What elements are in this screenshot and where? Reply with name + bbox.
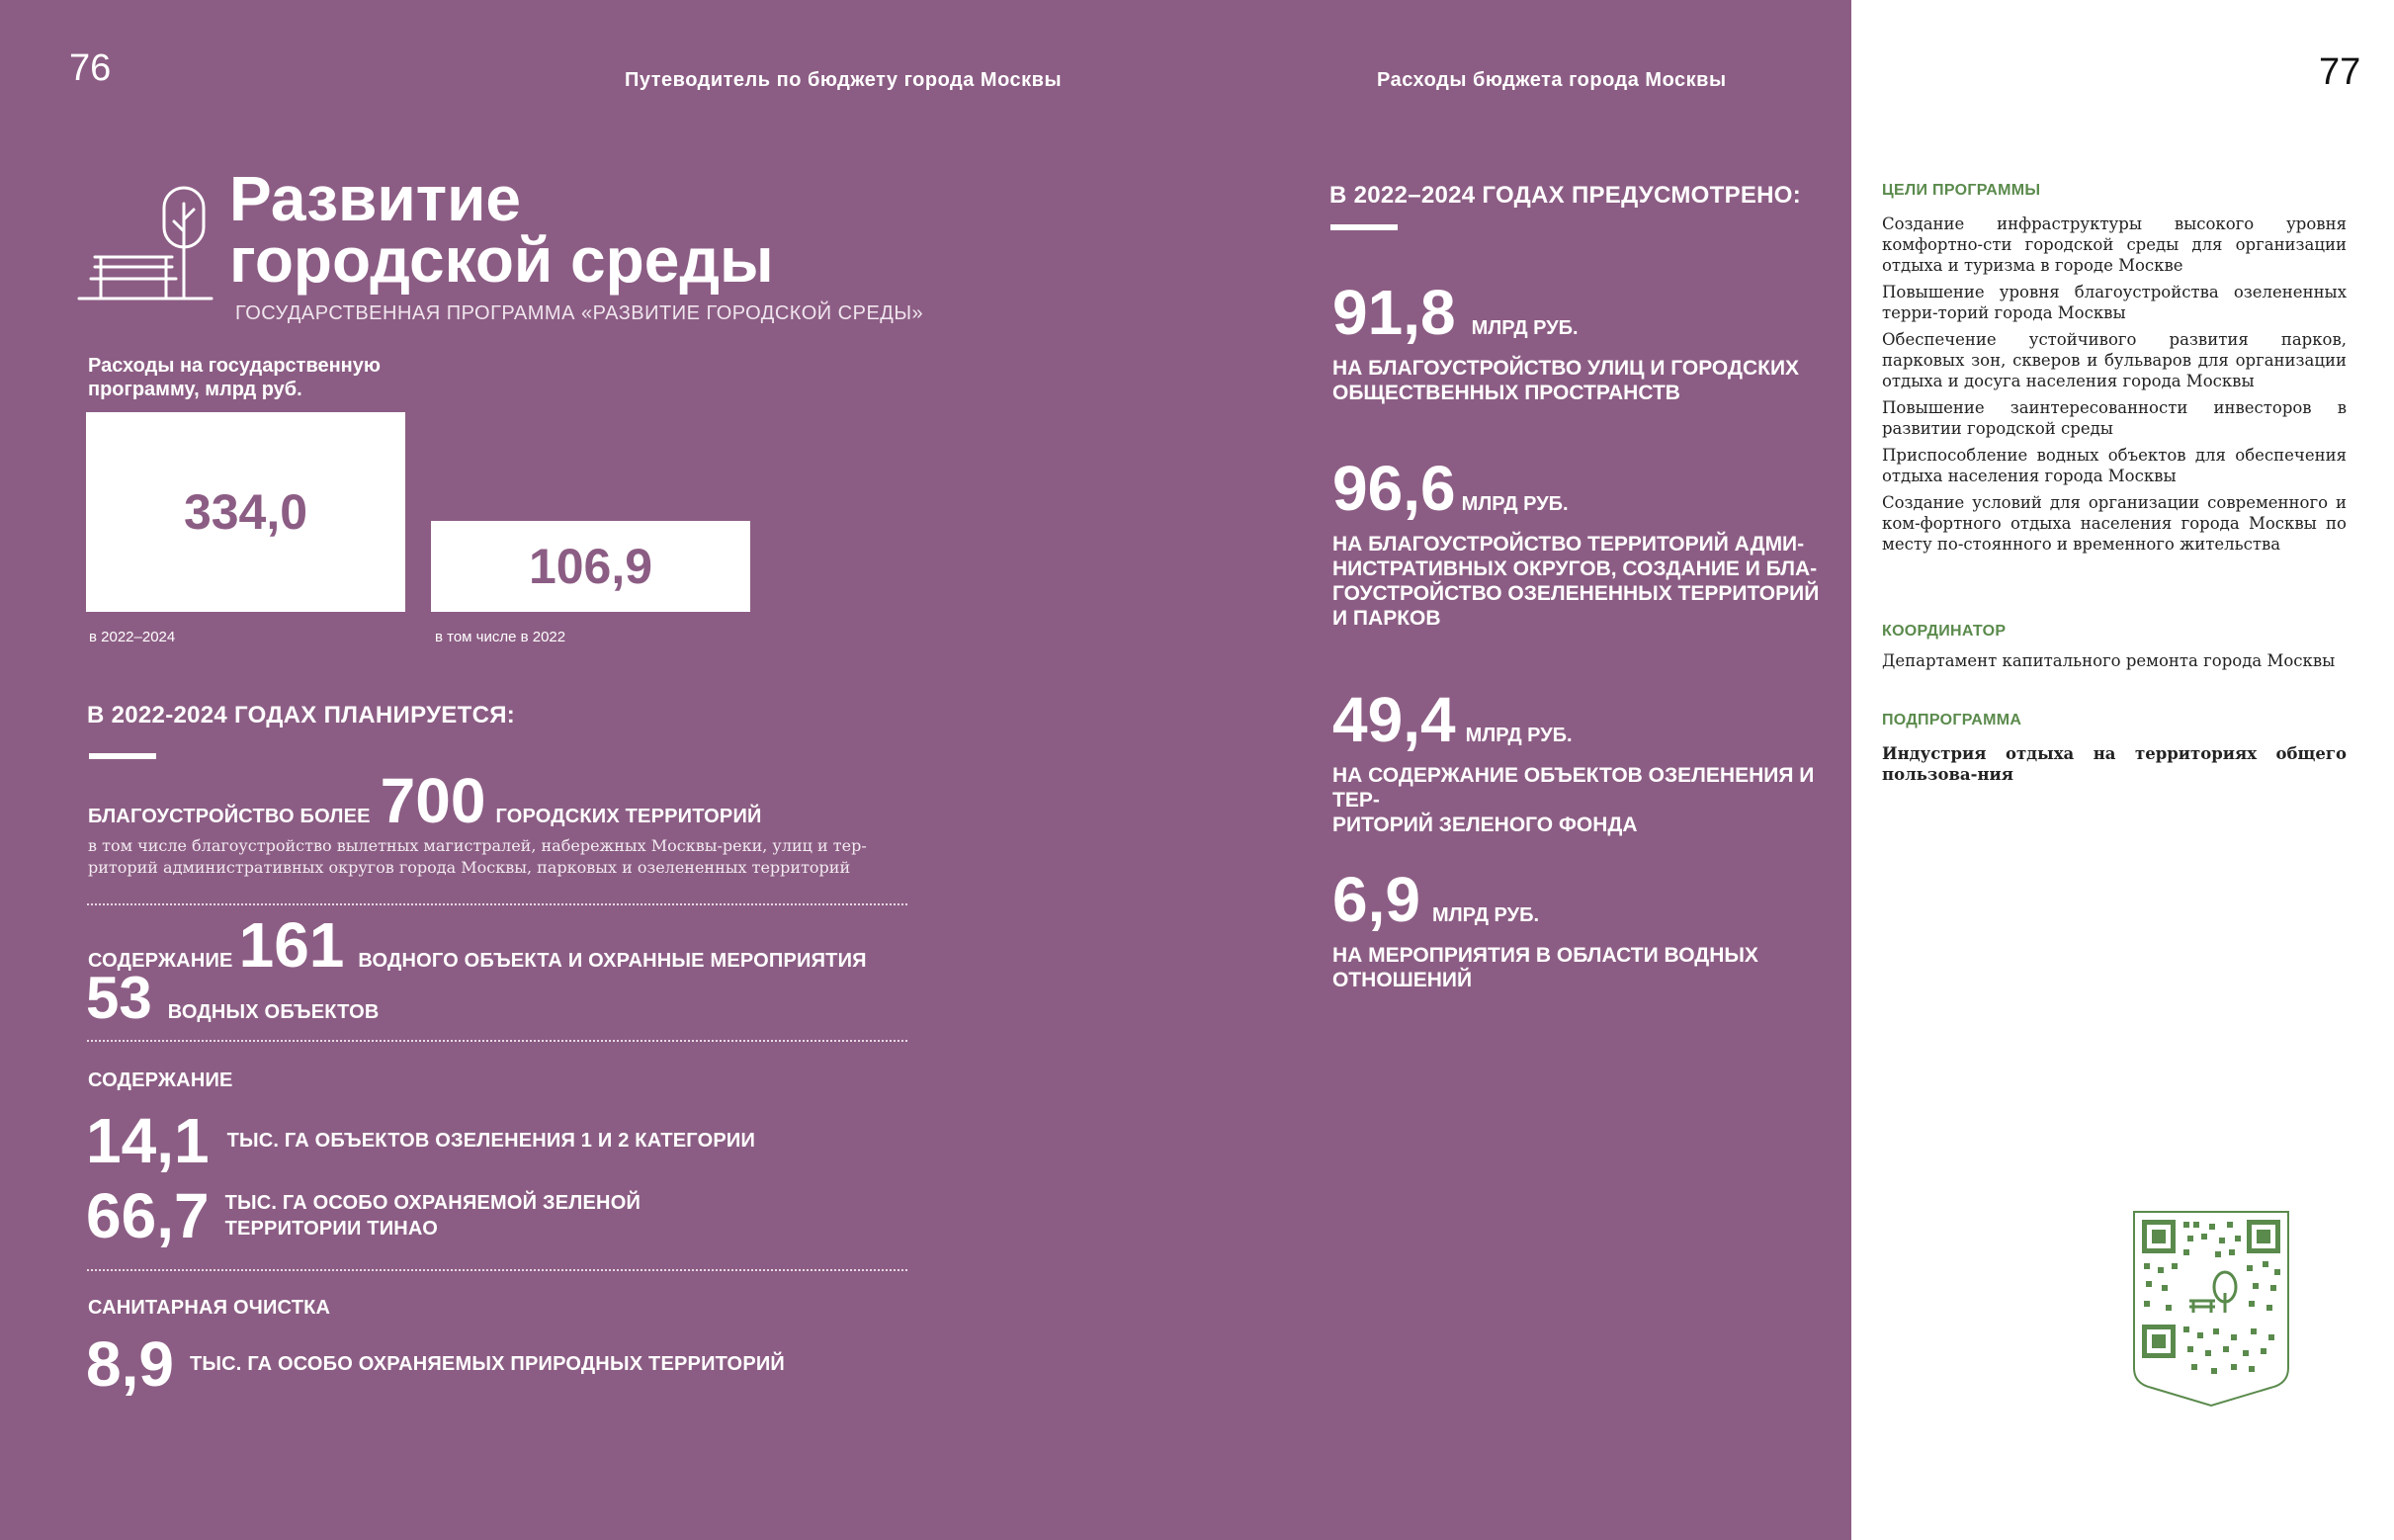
provided-item-2-line2: НИСТРАТИВНЫХ ОКРУГОВ, СОЗДАНИЕ И БЛА- — [1332, 557, 1818, 580]
planned-item-2b — [86, 965, 380, 1031]
planned-item-2b-suffix: ВОДНЫХ ОБЪЕКТОВ — [167, 1001, 380, 1023]
page-title-line1: Развитие — [229, 163, 521, 234]
divider-3 — [87, 1269, 907, 1271]
goal-item: Создание условий для организации современного и ком-фортного отдыха населения города Москвы по месту по-стоянного и временного жительства — [1882, 493, 2347, 554]
page-title-line2: городской среды — [229, 224, 774, 296]
planned-item-3a-number: 14,1 — [86, 1105, 210, 1176]
provided-item-2-line4: И ПАРКОВ — [1332, 607, 1441, 630]
spending-label-line1: Расходы на государственную — [88, 355, 381, 377]
year-spending-value: 106,9 — [528, 539, 653, 594]
provided-item-4-unit: МЛРД РУБ. — [1431, 904, 1539, 926]
divider-2 — [87, 1040, 907, 1042]
provided-heading-underline — [1330, 224, 1398, 230]
planned-item-2-prefix: СОДЕРЖАНИЕ — [88, 950, 233, 972]
provided-item-3-line1: НА СОДЕРЖАНИЕ ОБЪЕКТОВ ОЗЕЛЕНЕНИЯ И ТЕР- — [1332, 764, 1815, 812]
provided-item-3-value: 49,4 — [1332, 684, 1456, 755]
subprogram-text: Индустрия отдыха на территориях общего пользова-ния — [1882, 744, 2347, 784]
subprogram-heading: ПОДПРОГРАММА — [1882, 712, 2022, 728]
provided-item-3-unit: МЛРД РУБ. — [1465, 725, 1573, 746]
provided-heading: В 2022–2024 ГОДАХ ПРЕДУСМОТРЕНО: — [1329, 182, 1802, 209]
program-subtitle: ГОСУДАРСТВЕННАЯ ПРОГРАММА «РАЗВИТИЕ ГОРОДСКОЙ СРЕДЫ» — [235, 302, 924, 324]
provided-item-3-line2: РИТОРИЙ ЗЕЛЕНОГО ФОНДА — [1332, 813, 1638, 836]
provided-item-4 — [1332, 864, 1827, 992]
planned-heading-underline — [89, 753, 156, 759]
planned-item-3b-text — [225, 1190, 641, 1241]
provided-item-2-line3: ГОУСТРОЙСТВО ОЗЕЛЕНЕННЫХ ТЕРРИТОРИЙ — [1332, 582, 1820, 605]
provided-item-1-unit: МЛРД РУБ. — [1471, 317, 1579, 339]
provided-item-2-line1: НА БЛАГОУСТРОЙСТВО ТЕРРИТОРИЙ АДМИ- — [1332, 533, 1805, 556]
planned-item-1-note-line2: риторий административных округов города Москвы, парковых и озелененных территорий — [88, 858, 851, 877]
planned-item-3-heading: СОДЕРЖАНИЕ — [88, 1069, 233, 1091]
right-running-header: Расходы бюджета города Москвы — [1377, 69, 1727, 91]
goal-item: Создание инфраструктуры высокого уровня комфортно-сти городской среды для организации отдыха и туризма в городе Москве — [1882, 214, 2347, 275]
planned-item-3b — [86, 1180, 641, 1251]
planned-item-1-number: 700 — [380, 765, 486, 836]
goals-heading: ЦЕЛИ ПРОГРАММЫ — [1882, 182, 2041, 199]
goal-item: Повышение заинтересованности инвесторов в развитии городской среды — [1882, 398, 2347, 438]
total-spending-caption: в 2022–2024 — [89, 629, 176, 645]
planned-item-3b-text-line1: ТЫС. ГА ОСОБО ОХРАНЯЕМОЙ ЗЕЛЕНОЙ — [224, 1192, 641, 1214]
planned-heading: В 2022-2024 ГОДАХ ПЛАНИРУЕТСЯ: — [87, 702, 516, 728]
planned-item-1-note-line1: в том числе благоустройство вылетных магистралей, набережных Москвы-реки, улиц и тер- — [88, 836, 867, 855]
qr-code-shield-icon[interactable] — [2132, 1210, 2290, 1408]
coordinator-heading: КООРДИНАТОР — [1882, 623, 2007, 640]
left-page-number: 76 — [69, 47, 112, 89]
total-spending-box — [86, 412, 405, 612]
coordinator-text: Департамент капитального ремонта города Москвы — [1882, 651, 2336, 670]
planned-item-3b-text-line2: ТЕРРИТОРИИ ТИНАО — [224, 1218, 439, 1240]
planned-item-4 — [86, 1328, 786, 1400]
right-page-number: 77 — [2319, 51, 2361, 93]
provided-item-2-value: 96,6 — [1332, 453, 1456, 524]
planned-item-4-number: 8,9 — [86, 1328, 174, 1400]
planned-item-3a-text: ТЫС. ГА ОБЪЕКТОВ ОЗЕЛЕНЕНИЯ 1 И 2 КАТЕГОРИИ — [226, 1129, 756, 1152]
provided-item-3 — [1332, 684, 1827, 837]
provided-item-4-line2: ОТНОШЕНИЙ — [1332, 969, 1473, 991]
planned-item-3b-number: 66,7 — [86, 1180, 210, 1251]
planned-item-2-number: 161 — [238, 909, 345, 981]
planned-item-2b-number: 53 — [86, 965, 152, 1031]
goal-item: Приспособление водных объектов для обеспечения отдыха населения города Москвы — [1882, 446, 2347, 485]
planned-item-2 — [88, 909, 867, 981]
goal-item: Обеспечение устойчивого развития парков, парковых зон, скверов и бульваров для организации отдыха и досуга населения города Москвы — [1882, 330, 2347, 390]
planned-item-4-heading: САНИТАРНАЯ ОЧИСТКА — [88, 1297, 331, 1319]
provided-item-2-unit: МЛРД РУБ. — [1461, 493, 1569, 515]
goals-list — [1882, 214, 2347, 560]
park-bench-tree-icon — [77, 184, 215, 302]
planned-item-1 — [88, 765, 762, 836]
provided-item-4-value: 6,9 — [1332, 864, 1420, 935]
goal-item: Повышение уровня благоустройства озелененных терри-торий города Москвы — [1882, 283, 2347, 322]
provided-item-2 — [1332, 453, 1827, 631]
provided-item-1 — [1332, 277, 1827, 405]
total-spending-value: 334,0 — [183, 484, 308, 540]
planned-item-1-suffix: ГОРОДСКИХ ТЕРРИТОРИЙ — [495, 806, 762, 827]
planned-item-3a — [86, 1105, 756, 1176]
provided-item-1-line2: ОБЩЕСТВЕННЫХ ПРОСТРАНСТВ — [1332, 382, 1680, 404]
spending-label-line2: программу, млрд руб. — [88, 379, 302, 400]
year-spending-caption: в том числе в 2022 — [435, 629, 566, 645]
divider-1 — [87, 903, 907, 905]
provided-item-4-line1: НА МЕРОПРИЯТИЯ В ОБЛАСТИ ВОДНЫХ — [1332, 944, 1758, 967]
year-spending-box — [431, 521, 750, 612]
planned-item-4-text: ТЫС. ГА ОСОБО ОХРАНЯЕМЫХ ПРИРОДНЫХ ТЕРРИТОРИЙ — [189, 1352, 786, 1375]
provided-item-1-line1: НА БЛАГОУСТРОЙСТВО УЛИЦ И ГОРОДСКИХ — [1332, 357, 1800, 380]
left-running-header: Путеводитель по бюджету города Москвы — [625, 69, 1063, 91]
planned-item-2-suffix: ВОДНОГО ОБЪЕКТА И ОХРАННЫЕ МЕРОПРИЯТИЯ — [358, 950, 867, 972]
provided-item-1-value: 91,8 — [1332, 277, 1456, 348]
planned-item-1-prefix: БЛАГОУСТРОЙСТВО БОЛЕЕ — [88, 806, 371, 827]
